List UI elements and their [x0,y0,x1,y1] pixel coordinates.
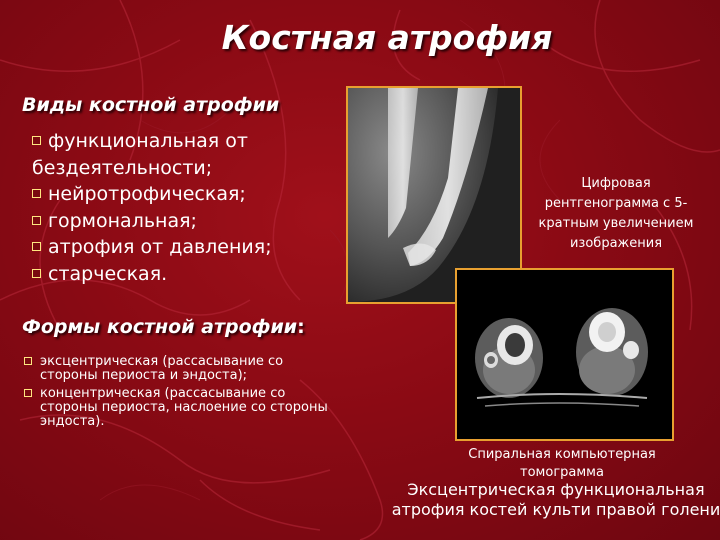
list-item: старческая. [32,261,352,288]
forms-heading: Формы костной атрофии: [22,316,305,338]
xray-caption: Цифровая рентгенограмма с 5-кратным увеличением изображения [538,176,694,251]
slide-title: Костная атрофия [221,18,553,57]
square-bullet-icon [32,269,41,278]
square-bullet-icon [32,136,41,145]
square-bullet-icon [32,189,41,198]
main-caption: Эксцентрическая функциональная атрофия костей культи правой голени [391,480,720,519]
list-item: концентрическая (рассасывание со стороны периоста, наслоение со стороны эндоста). [24,387,334,429]
types-heading: Виды костной атрофии [22,94,280,116]
list-item: нейротрофическая; [32,181,352,208]
ct-image [455,268,674,441]
square-bullet-icon [32,216,41,225]
list-item: функциональная от бездеятельности; [32,130,248,179]
square-bullet-icon [32,242,41,251]
forms-list [24,355,334,433]
square-bullet-icon [24,389,32,397]
square-bullet-icon [24,357,32,365]
types-list [32,128,352,287]
ct-caption: Спиральная компьютерная томограмма [468,447,656,480]
list-item: атрофия от давления; [32,234,352,261]
list-item: эксцентрическая (рассасывание со стороны периоста и эндоста); [24,355,334,383]
list-item: гормональная; [32,208,352,235]
